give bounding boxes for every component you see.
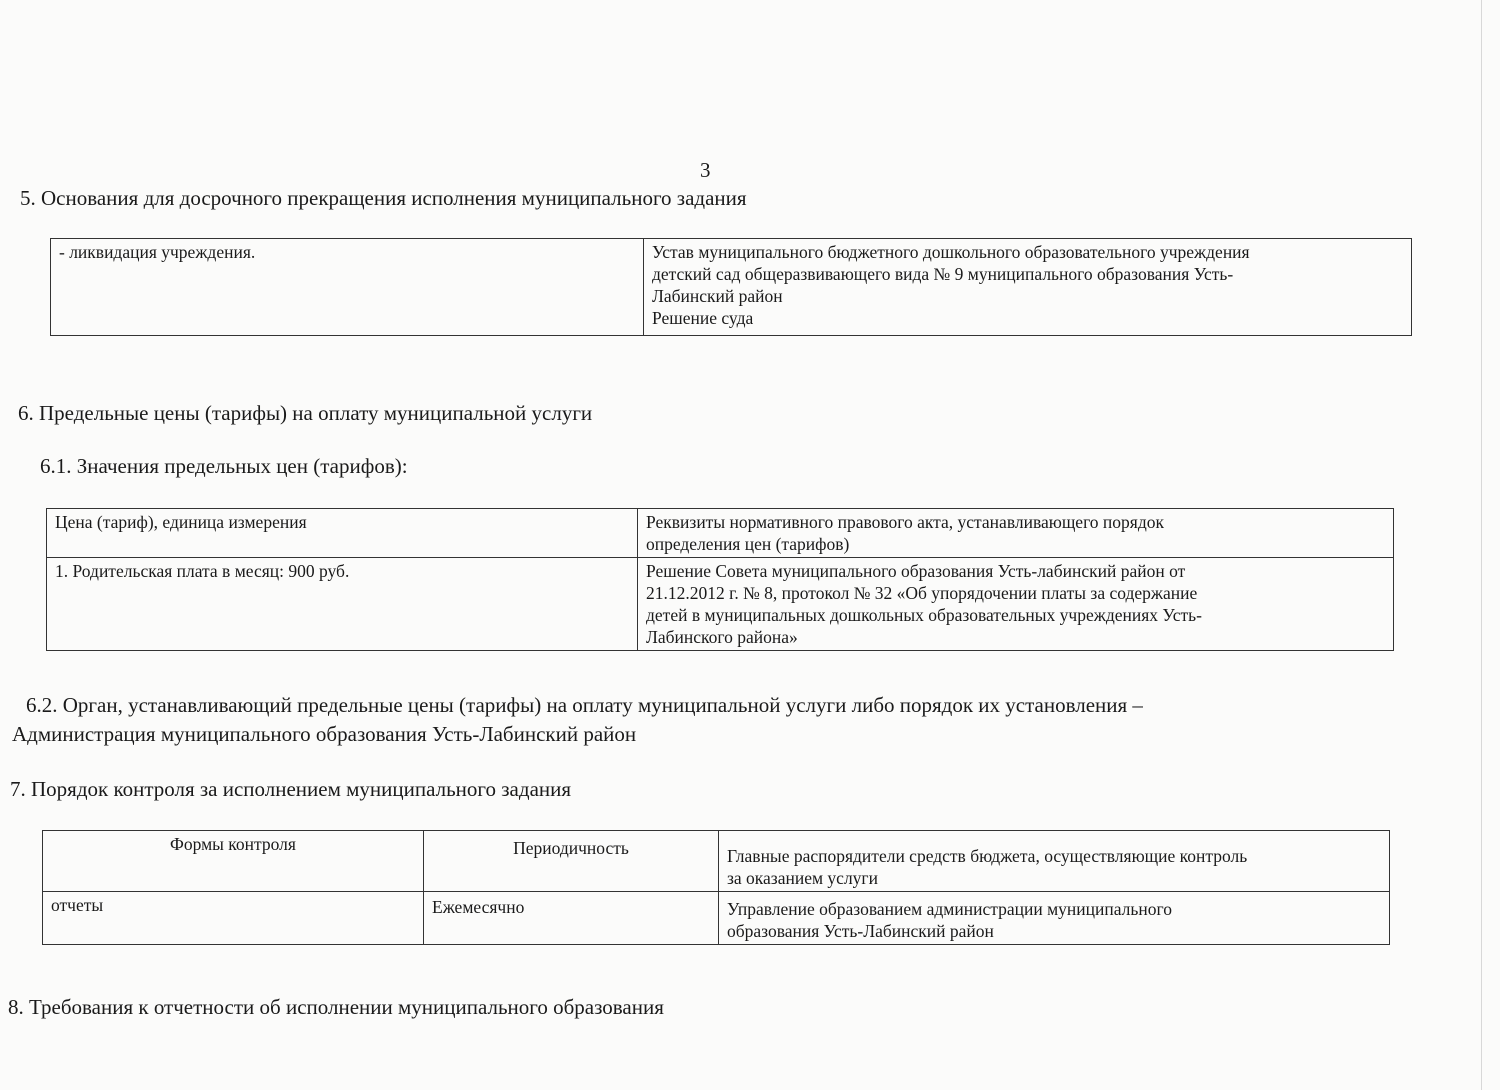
control-header-managers	[719, 831, 1390, 892]
termination-basis-line: Устав муниципального бюджетного дошкольного образовательного учреждения	[652, 242, 1250, 262]
section8-heading: 8. Требования к отчетности об исполнении муниципального образования	[8, 995, 664, 1019]
control-manager-cell	[719, 892, 1390, 945]
table-row	[43, 831, 1390, 892]
table-row	[47, 509, 1394, 558]
tariff-header-act-line: определения цен (тарифов)	[646, 534, 850, 554]
section6-2-line2: Администрация муниципального образования Усть-Лабинский район	[12, 722, 637, 746]
tariff-act-line: Решение Совета муниципального образования Усть-лабинский район от	[646, 561, 1186, 581]
termination-basis-line: Решение суда	[652, 308, 754, 328]
section6-heading: 6. Предельные цены (тарифы) на оплату муниципальной услуги	[18, 401, 593, 425]
section7-heading: 7. Порядок контроля за исполнением муниципального задания	[10, 777, 572, 801]
tariff-act-line: Лабинского района»	[646, 627, 798, 647]
tariff-header-act-line: Реквизиты нормативного правового акта, устанавливающего порядок	[646, 512, 1165, 532]
tariff-header-price: Цена (тариф), единица измерения	[47, 509, 638, 558]
termination-basis-line: детский сад общеразвивающего вида № 9 муниципального образования Усть-	[652, 264, 1234, 284]
termination-basis-line: Лабинский район	[652, 286, 783, 306]
tariff-header-act	[638, 509, 1394, 558]
control-form-cell: отчеты	[43, 892, 424, 945]
scan-edge	[1481, 0, 1482, 1090]
control-periodicity-cell: Ежемесячно	[424, 892, 719, 945]
control-header-periodicity: Периодичность	[424, 831, 719, 892]
table-row	[43, 892, 1390, 945]
page-number: 3	[700, 158, 711, 182]
control-manager-line: Управление образованием администрации муниципального	[727, 899, 1172, 919]
section5-heading: 5. Основания для досрочного прекращения исполнения муниципального задания	[20, 186, 747, 210]
tariff-table	[46, 508, 1394, 651]
tariff-act-line: детей в муниципальных дошкольных образовательных учреждениях Усть-	[646, 605, 1202, 625]
control-table	[42, 830, 1390, 945]
control-manager-line: образования Усть-Лабинский район	[727, 921, 994, 941]
control-header-managers-line: за оказанием услуги	[727, 868, 878, 888]
section6-2-line1: 6.2. Орган, устанавливающий предельные цены (тарифы) на оплату муниципальной услуги либо порядок их установления –	[26, 693, 1143, 717]
termination-reason-cell: - ликвидация учреждения.	[51, 239, 644, 336]
tariff-act-line: 21.12.2012 г. № 8, протокол № 32 «Об упорядочении платы за содержание	[646, 583, 1198, 603]
tariff-price-cell: 1. Родительская плата в месяц: 900 руб.	[47, 558, 638, 651]
termination-grounds-table	[50, 238, 1412, 336]
section6-1-heading: 6.1. Значения предельных цен (тарифов):	[40, 454, 408, 478]
control-header-forms: Формы контроля	[43, 831, 424, 892]
table-row	[51, 239, 1412, 336]
control-header-managers-line: Главные распорядители средств бюджета, осуществляющие контроль	[727, 846, 1248, 866]
termination-basis-cell	[644, 239, 1412, 336]
table-row	[47, 558, 1394, 651]
tariff-act-cell	[638, 558, 1394, 651]
